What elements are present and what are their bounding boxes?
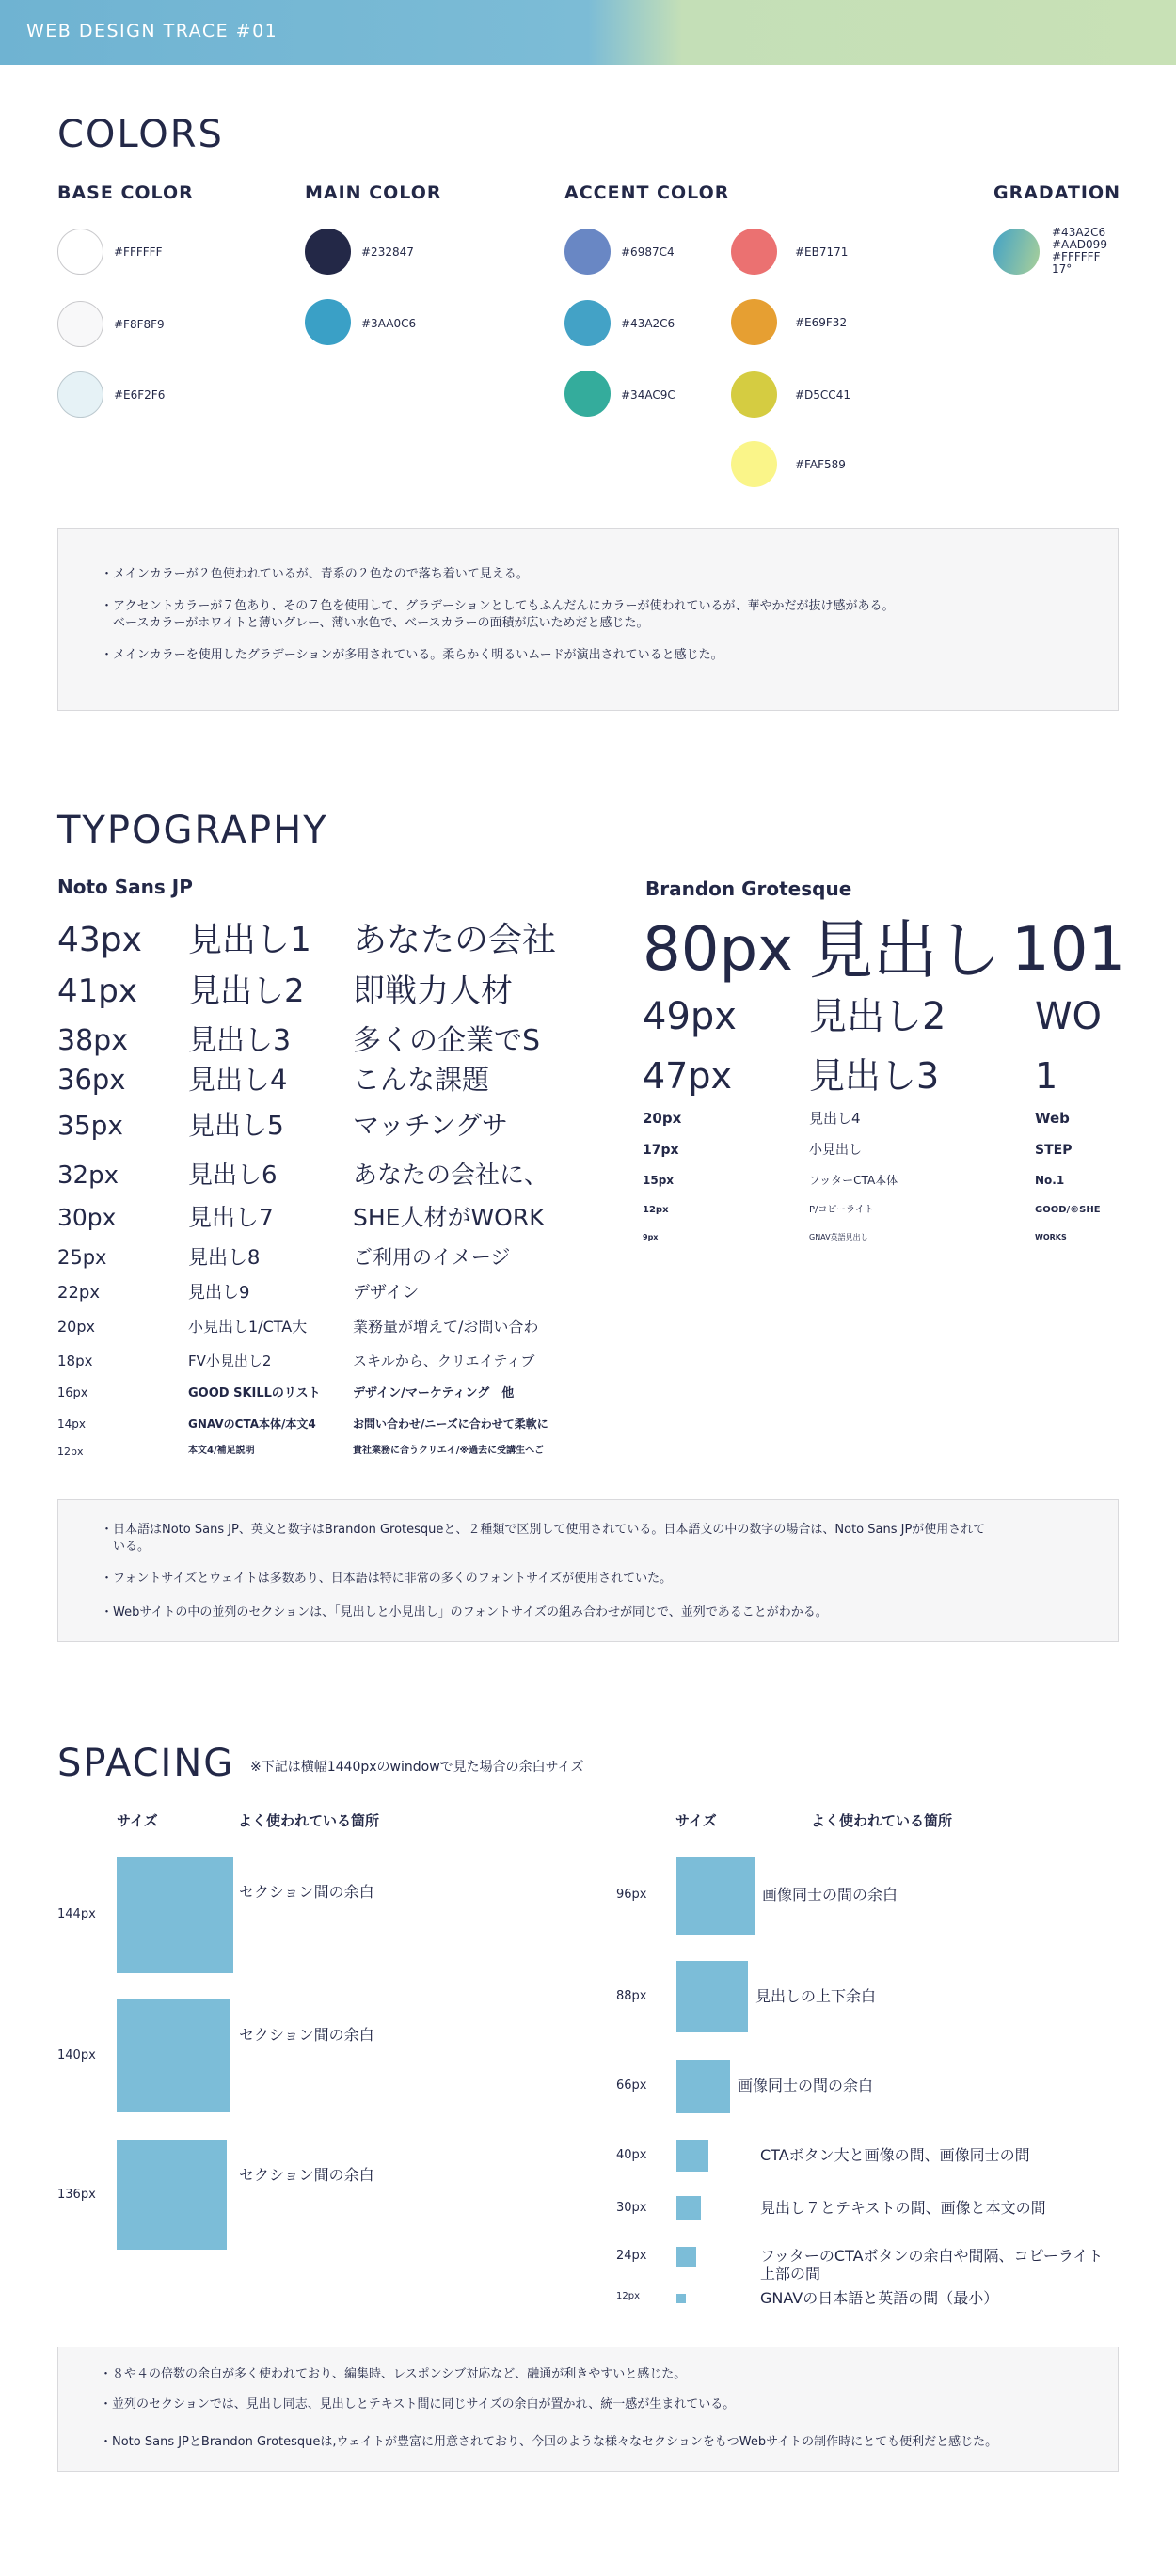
spacing-notes-box <box>57 2347 1119 2472</box>
type-style-name: 本文4/補足説明 <box>188 1446 255 1456</box>
type-sample-text: 101 <box>1011 915 1127 985</box>
type-sample-text: 即戦力人材 <box>353 972 513 1010</box>
spacing-size-label: 24px <box>616 2249 647 2263</box>
spacing-size-label: 12px <box>616 2291 640 2301</box>
type-sample-text: マッチングサ <box>353 1110 508 1141</box>
spacing-sample-box <box>117 2140 227 2250</box>
base-color-title: BASE COLOR <box>57 182 194 203</box>
spacing-size-label: 88px <box>616 1989 647 2003</box>
spacing-size-label: 30px <box>616 2201 647 2215</box>
color-swatch <box>305 299 351 345</box>
spacing-usage-text: セクション間の余白 <box>239 2026 374 2044</box>
spacing-sample-box <box>676 2060 730 2113</box>
swatch-hex: #E69F32 <box>795 316 848 329</box>
swatch-hex: #34AC9C <box>621 388 675 402</box>
spacing-sample-box <box>117 1857 233 1973</box>
note-line: ・Noto Sans JPとBrandon Grotesqueは,ウェイトが豊富に用意されており、今回のような様々なセクションをもつWebサイトの制作時にとても便利だと感じた。 <box>100 2435 998 2449</box>
spacing-size-label: 66px <box>616 2078 647 2093</box>
font-size-label: 22px <box>57 1283 100 1303</box>
font-size-label: 41px <box>57 972 137 1010</box>
type-sample-text: 多くの企業でS <box>353 1024 541 1057</box>
gradation-line: #43A2C6 <box>1052 226 1106 239</box>
type-style-name: 見出し5 <box>188 1110 284 1141</box>
type-style-name: 見出し8 <box>188 1246 261 1269</box>
type-sample-text: 1 <box>1035 1055 1058 1097</box>
typography-notes-box <box>57 1499 1119 1642</box>
type-style-name: 見出し <box>809 914 1002 988</box>
spacing-section-title: SPACING <box>57 1742 235 1785</box>
font-size-label: 12px <box>57 1446 84 1458</box>
color-swatch <box>564 300 611 346</box>
type-sample-text: WORKS <box>1035 1233 1067 1241</box>
note-line: ・メインカラーが２色使われているが、青系の２色なので落ち着いて見える。 <box>101 567 529 581</box>
type-style-name: GOOD SKILLのリスト <box>188 1386 321 1400</box>
gradation-title: GRADATION <box>993 182 1121 203</box>
type-sample-text: デザイン/マーケティング 他 <box>353 1386 515 1400</box>
type-sample-text: スキルから、クリエイティブ <box>353 1352 535 1369</box>
font-size-label: 17px <box>643 1143 679 1158</box>
font-size-label: 20px <box>57 1318 95 1335</box>
spacing-sample-box <box>676 2294 686 2303</box>
note-line: ・フォントサイズとウェイトは多数あり、日本語は特に非常の多くのフォントサイズが使用されていた。 <box>101 1572 673 1586</box>
note-line: ・メインカラーを使用したグラデーションが多用されている。柔らかく明るいムードが演出されていると感じた。 <box>101 648 723 662</box>
font-size-label: 32px <box>57 1162 119 1190</box>
spacing-usage-text: 画像同士の間の余白 <box>762 1886 898 1904</box>
swatch-hex: #6987C4 <box>621 245 675 259</box>
spacing-sample-box <box>676 2140 708 2172</box>
font-size-label: 9px <box>643 1233 659 1241</box>
spacing-sample-box <box>676 1961 748 2032</box>
colors-section-title: COLORS <box>57 113 224 156</box>
type-sample-text: 貴社業務に合うクリエイ/※過去に受講生へご <box>353 1446 545 1456</box>
note-line: ・Webサイトの中の並列のセクションは、「見出しと小見出し」のフォントサイズの組み合わせが同じで、並列であることがわかる。 <box>101 1605 828 1620</box>
color-swatch <box>731 371 777 418</box>
type-style-name: 小見出し1/CTA大 <box>188 1318 308 1335</box>
font-size-label: 12px <box>643 1205 669 1215</box>
swatch-hex: #F8F8F9 <box>114 318 165 331</box>
type-sample-text: STEP <box>1035 1143 1073 1158</box>
font-size-label: 49px <box>643 995 737 1038</box>
color-swatch <box>564 371 611 417</box>
typography-section-title: TYPOGRAPHY <box>57 809 328 852</box>
spacing-size-label: 136px <box>57 2187 96 2202</box>
spacing-usage-header: よく使われている箇所 <box>811 1812 953 1829</box>
font-size-label: 80px <box>643 915 793 985</box>
swatch-hex: #EB7171 <box>795 245 849 259</box>
note-line: いる。 <box>101 1540 151 1554</box>
type-sample-text: WO <box>1035 995 1103 1038</box>
spacing-caption: ※下記は横幅1440pxのwindowで見た場合の余白サイズ <box>250 1760 584 1775</box>
note-line: ・アクセントカラーが７色あり、その７色を使用して、グラデーションとしてもふんだんにカラーが使われているが、華やかだが抜け感がある。 <box>101 599 895 613</box>
swatch-hex: #D5CC41 <box>795 388 850 402</box>
type-sample-text: デザイン <box>353 1283 420 1303</box>
gradation-line: #AAD099 <box>1052 238 1107 251</box>
brandon-font-title: Brandon Grotesque <box>645 877 852 900</box>
spacing-sample-box <box>676 1857 755 1935</box>
font-size-label: 25px <box>57 1246 107 1269</box>
type-sample-text: SHE人材がWORK <box>353 1204 545 1231</box>
type-sample-text: こんな課題 <box>353 1064 490 1096</box>
spacing-usage-text: セクション間の余白 <box>239 2166 374 2184</box>
type-style-name: GNAVのCTA本体/本文4 <box>188 1417 316 1430</box>
type-style-name: 見出し6 <box>188 1162 278 1190</box>
spacing-size-header: サイズ <box>117 1812 158 1829</box>
type-style-name: 小見出し <box>809 1143 862 1158</box>
spacing-size-label: 40px <box>616 2148 647 2162</box>
color-swatch <box>731 441 777 487</box>
type-style-name: 見出し7 <box>188 1204 274 1231</box>
note-line: ・８や４の倍数の余白が多く使われており、編集時、レスポンシブ対応など、融通が利きやすいと感じた。 <box>100 2367 687 2381</box>
spacing-usage-text: 画像同士の間の余白 <box>738 2077 874 2094</box>
type-sample-text: お問い合わせ/ニーズに合わせて柔軟に <box>353 1417 548 1430</box>
accent-color-title: ACCENT COLOR <box>564 182 730 203</box>
spacing-usage-text: フッターのCTAボタンの余白や間隔、コピーライト上部の間 <box>760 2247 1104 2283</box>
type-style-name: フッターCTA本体 <box>809 1174 898 1187</box>
spacing-usage-header: よく使われている箇所 <box>238 1812 380 1829</box>
font-size-label: 15px <box>643 1174 675 1187</box>
gradation-line: 17° <box>1052 262 1073 276</box>
page-header <box>0 0 1176 65</box>
swatch-hex: #FFFFFF <box>114 245 163 259</box>
type-style-name: 見出し2 <box>188 972 305 1010</box>
note-line: ・並列のセクションでは、見出し同志、見出しとテキスト間に同じサイズの余白が置かれ、統一感が生まれている。 <box>100 2397 736 2411</box>
type-sample-text: あなたの会社に、 <box>353 1162 549 1190</box>
color-swatch <box>305 229 351 275</box>
type-style-name: 見出し3 <box>188 1024 292 1057</box>
spacing-sample-box <box>676 2196 701 2220</box>
type-sample-text: あなたの会社 <box>353 921 557 959</box>
type-style-name: 見出し4 <box>188 1064 288 1096</box>
type-sample-text: Web <box>1035 1110 1070 1127</box>
font-size-label: 20px <box>643 1110 682 1127</box>
color-swatch <box>57 301 103 347</box>
color-swatch <box>731 229 777 275</box>
type-sample-text: ご利用のイメージ <box>353 1246 511 1269</box>
color-swatch <box>564 229 611 275</box>
type-sample-text: No.1 <box>1035 1174 1065 1187</box>
type-style-name: 見出し2 <box>809 995 946 1038</box>
spacing-usage-text: 見出し７とテキストの間、画像と本文の間 <box>760 2199 1046 2217</box>
noto-font-title: Noto Sans JP <box>57 876 193 898</box>
spacing-size-label: 140px <box>57 2048 96 2062</box>
spacing-size-label: 144px <box>57 1907 96 1921</box>
gradation-swatch <box>993 229 1040 275</box>
swatch-hex: #232847 <box>361 245 414 259</box>
font-size-label: 18px <box>57 1352 93 1369</box>
spacing-size-header: サイズ <box>675 1812 717 1829</box>
spacing-usage-text: 見出しの上下余白 <box>755 1987 877 2005</box>
main-color-title: MAIN COLOR <box>305 182 442 203</box>
swatch-hex: #FAF589 <box>795 458 846 471</box>
type-style-name: 見出し1 <box>188 921 311 959</box>
type-style-name: P/コピーライト <box>809 1205 874 1215</box>
gradation-line: #FFFFFF <box>1052 250 1101 263</box>
note-line: ・日本語はNoto Sans JP、英文と数字はBrandon Grotesqueと、２種類で区別して使用されている。日本語文の中の数字の場合は、Noto Sans JPが使用されて <box>101 1523 986 1537</box>
type-style-name: 見出し9 <box>188 1283 250 1303</box>
font-size-label: 36px <box>57 1064 126 1096</box>
spacing-sample-box <box>676 2247 696 2267</box>
font-size-label: 38px <box>57 1024 128 1057</box>
swatch-hex: #43A2C6 <box>621 317 675 330</box>
type-sample-text: GOOD/©SHE <box>1035 1205 1101 1215</box>
swatch-hex: #E6F2F6 <box>114 388 166 402</box>
type-style-name: 見出し4 <box>809 1110 861 1127</box>
type-style-name: GNAV英語見出し <box>809 1233 868 1241</box>
color-swatch <box>731 299 777 345</box>
color-swatch <box>57 229 103 275</box>
header-title: WEB DESIGN TRACE #01 <box>26 21 278 41</box>
spacing-sample-box <box>117 1999 230 2112</box>
spacing-usage-text: セクション間の余白 <box>239 1883 374 1901</box>
note-line: ベースカラーがホワイトと薄いグレー、薄い水色で、ベースカラーの面積が広いためだと感じた。 <box>101 616 649 630</box>
font-size-label: 30px <box>57 1204 117 1231</box>
type-style-name: 見出し3 <box>809 1055 940 1097</box>
type-sample-text: 業務量が増えて/お問い合わ <box>353 1318 539 1335</box>
color-swatch <box>57 371 103 418</box>
font-size-label: 14px <box>57 1417 86 1430</box>
spacing-usage-text: GNAVの日本語と英語の間（最小） <box>760 2289 999 2307</box>
spacing-usage-text: CTAボタン大と画像の間、画像同士の間 <box>760 2146 1030 2164</box>
swatch-hex: #3AA0C6 <box>361 317 417 330</box>
gradation-values <box>1052 227 1107 276</box>
font-size-label: 47px <box>643 1055 732 1097</box>
type-style-name: FV小見出し2 <box>188 1352 272 1369</box>
font-size-label: 35px <box>57 1110 123 1141</box>
colors-notes-box <box>57 528 1119 711</box>
font-size-label: 43px <box>57 921 142 959</box>
spacing-size-label: 96px <box>616 1888 647 1902</box>
font-size-label: 16px <box>57 1386 88 1400</box>
